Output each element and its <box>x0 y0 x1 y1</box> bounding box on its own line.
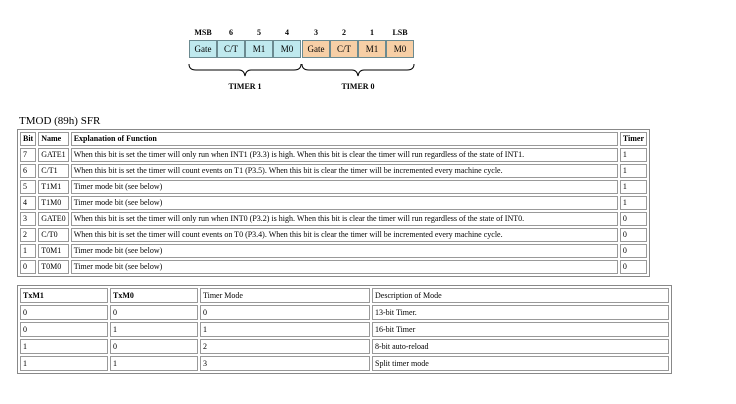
cell-bit: 4 <box>20 196 36 210</box>
field-ct1: C/T <box>217 40 245 58</box>
timer-mode-table <box>17 285 672 374</box>
cell-bit: 0 <box>20 260 36 274</box>
bit-label-2: 2 <box>342 28 346 37</box>
cell-name: T1M1 <box>38 180 68 194</box>
cell-explanation: When this bit is set the timer will count events on T0 (P3.4). When this bit is clear the timer will be incremented every machine cycle. <box>71 228 618 242</box>
cell-description: 16-bit Timer <box>372 322 669 337</box>
header-txm0: TxM0 <box>110 288 198 303</box>
table-row <box>20 164 647 178</box>
bit-label-3: 3 <box>314 28 318 37</box>
cell-timer-mode: 2 <box>200 339 370 354</box>
header-name: Name <box>38 132 68 146</box>
table-row <box>20 228 647 242</box>
field-ct0: C/T <box>330 40 358 58</box>
header-description: Description of Mode <box>372 288 669 303</box>
cell-explanation: Timer mode bit (see below) <box>71 196 618 210</box>
cell-bit: 3 <box>20 212 36 226</box>
cell-explanation: Timer mode bit (see below) <box>71 260 618 274</box>
cell-txm1: 1 <box>20 356 108 371</box>
cell-timer-mode: 0 <box>200 305 370 320</box>
cell-timer: 0 <box>620 244 647 258</box>
bit-label-5: 5 <box>257 28 261 37</box>
cell-explanation: When this bit is set the timer will only run when INT1 (P3.3) is high. When this bit is clear the timer will run regardless of the state of INT1. <box>71 148 618 162</box>
table-row <box>20 356 669 371</box>
bit-label-6: 6 <box>229 28 233 37</box>
cell-timer: 1 <box>620 148 647 162</box>
cell-bit: 2 <box>20 228 36 242</box>
cell-bit: 5 <box>20 180 36 194</box>
cell-timer: 1 <box>620 196 647 210</box>
cell-description: 8-bit auto-reload <box>372 339 669 354</box>
field-gate0: Gate <box>302 40 330 58</box>
table-row <box>20 212 647 226</box>
cell-bit: 7 <box>20 148 36 162</box>
cell-name: C/T1 <box>38 164 68 178</box>
cell-timer: 0 <box>620 212 647 226</box>
cell-description: Split timer mode <box>372 356 669 371</box>
cell-description: 13-bit Timer. <box>372 305 669 320</box>
timer1-label: TIMER 1 <box>228 82 262 91</box>
field-m1-timer1: M1 <box>245 40 273 58</box>
cell-name: C/T0 <box>38 228 68 242</box>
cell-name: T1M0 <box>38 196 68 210</box>
cell-name: GATE1 <box>38 148 68 162</box>
bit-label-lsb: LSB <box>392 28 408 37</box>
cell-timer-mode: 1 <box>200 322 370 337</box>
bit-label-1: 1 <box>370 28 374 37</box>
field-m0-timer1: M0 <box>273 40 301 58</box>
field-gate1: Gate <box>189 40 217 58</box>
field-m1-timer0: M1 <box>358 40 386 58</box>
cell-txm1: 0 <box>20 305 108 320</box>
page-title: TMOD (89h) SFR <box>19 115 101 127</box>
cell-timer: 1 <box>620 180 647 194</box>
cell-name: T0M0 <box>38 260 68 274</box>
register-diagram <box>0 0 736 100</box>
header-txm1: TxM1 <box>20 288 108 303</box>
table-row <box>20 196 647 210</box>
timer1-brace <box>189 64 301 76</box>
header-timer-mode: Timer Mode <box>200 288 370 303</box>
field-m0-timer0: M0 <box>386 40 414 58</box>
timer0-brace <box>302 64 414 76</box>
cell-txm0: 0 <box>110 305 198 320</box>
cell-bit: 1 <box>20 244 36 258</box>
header-timer: Timer <box>620 132 647 146</box>
header-bit: Bit <box>20 132 36 146</box>
cell-explanation: Timer mode bit (see below) <box>71 180 618 194</box>
cell-explanation: When this bit is set the timer will count events on T1 (P3.5). When this bit is clear the timer will be incremented every machine cycle. <box>71 164 618 178</box>
cell-explanation: When this bit is set the timer will only run when INT0 (P3.2) is high. When this bit is clear the timer will run regardless of the state of INT0. <box>71 212 618 226</box>
table-row <box>20 180 647 194</box>
cell-timer: 1 <box>620 164 647 178</box>
cell-bit: 6 <box>20 164 36 178</box>
table-row <box>20 305 669 320</box>
cell-txm0: 1 <box>110 356 198 371</box>
table-header-row <box>20 132 647 146</box>
timer0-label: TIMER 0 <box>341 82 375 91</box>
table-row <box>20 148 647 162</box>
table-row <box>20 339 669 354</box>
header-explanation: Explanation of Function <box>71 132 618 146</box>
table-row <box>20 244 647 258</box>
cell-timer-mode: 3 <box>200 356 370 371</box>
cell-name: GATE0 <box>38 212 68 226</box>
bit-label-4: 4 <box>285 28 289 37</box>
table-row <box>20 260 647 274</box>
cell-txm1: 0 <box>20 322 108 337</box>
cell-txm0: 0 <box>110 339 198 354</box>
table-header-row <box>20 288 669 303</box>
cell-txm0: 1 <box>110 322 198 337</box>
cell-txm1: 1 <box>20 339 108 354</box>
cell-explanation: Timer mode bit (see below) <box>71 244 618 258</box>
table-row <box>20 322 669 337</box>
cell-name: T0M1 <box>38 244 68 258</box>
cell-timer: 0 <box>620 260 647 274</box>
tmod-table <box>17 129 650 277</box>
bit-label-msb: MSB <box>194 28 212 37</box>
cell-timer: 0 <box>620 228 647 242</box>
